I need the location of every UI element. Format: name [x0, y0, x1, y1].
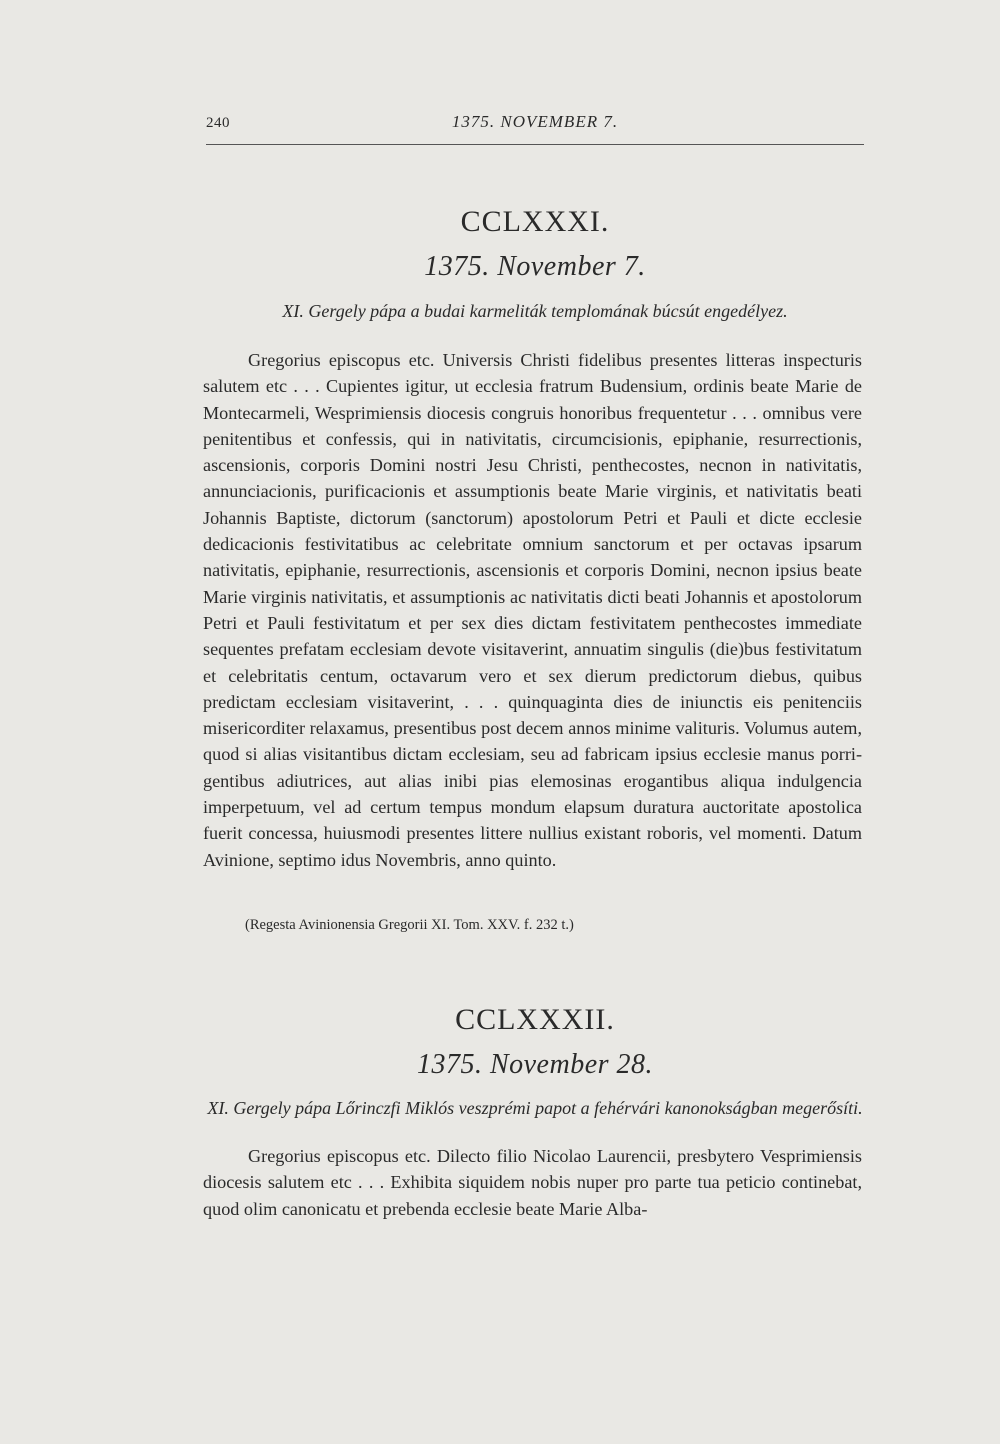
document-body: Gregorius episcopus etc. Dilecto filio Nicolao Laurencii, presbytero Vesprimiensis diocesis salutem etc . . . Exhibita siquidem nobis nuper pro parte tua peticio continebat, quod olim canonicatu et prebenda ecclesie beate Marie Alba-	[203, 1146, 862, 1219]
document-date: 1375. November 28.	[416, 1049, 654, 1080]
running-head	[206, 112, 864, 145]
document-number: CCLXXXII.	[455, 1003, 615, 1036]
page-number: 240	[206, 115, 230, 131]
document-summary: XI. Gergely pápa a budai karmeliták templomának búcsút engedélyez.	[282, 301, 788, 321]
document-number: CCLXXXI.	[460, 205, 610, 238]
document-date: 1375. November 7.	[424, 251, 646, 282]
running-head-title: 1375. NOVEMBER 7.	[451, 112, 619, 131]
document-body: Gregorius episcopus etc. Universis Christi fidelibus presentes litteras inspecturis salutem etc . . . Cupientes igitur, ut ecclesia fratrum Budensium, ordinis beate Marie de Montecarmeli, Wesprimiensis diocesis congruis honoribus frequentetur . . . omnibus vere penitentibus et confessis, qui in nativitatis, circumcisionis, epiphanie, resurrectionis, ascensionis, corporis Domini nostri Jesu Christi, penthecostes, necnon in nativitatis, annunciacionis, purificacionis et assumptionis beate Marie virginis, et nativitatis beati Johannis Baptiste, dictorum (sanctorum) apostolorum Petri et Pauli et dicte ecclesie dedicacionis festivitatibus ac celebritate omnium sanctorum et per octavas ipsarum nativitatis, epiphanie, resurrectionis, ascensionis et corporis Domini, necnon ipsius beate Marie virginis nativitatis, et assumptionis ac nativitatis dicti beati Johannis et apostolorum Petri et Pauli festivitatum et per sex dies dictam festivitatem penthecostes immediate sequentes prefatam ecclesiam devote visitaverint, annuatim singulis (die)bus festivitatum et celebritatis centum, octavarum vero et sex dierum predictorum diebus, quibus predictam ecclesiam visitaverint, . . . quinquaginta dies de iniunctis eis penitenciis misericorditer relaxamus, presentibus post decem annos minime valituris. Volumus autem, quod si alias visitantibus dictam ecclesiam, seu ad fabricam ipsius ecclesie manus porrigentibus adiutrices, aut alias inibi pias elemosinas erogantibus aliqua indulgencia imperpetuum, vel ad certum tempus mondum elapsum duratura auctoritate apostolica fuerit concessa, huiusmodi presentes littere nullius existant roboris, vel momenti. Datum Avinione, septimo idus Novembris, anno quinto.	[203, 350, 862, 870]
document-summary: XI. Gergely pápa Lőrinczfi Miklós veszprémi papot a fehérvári kanonokságban megerősíti.	[207, 1098, 863, 1118]
source-citation: (Regesta Avinionensia Gregorii XI. Tom. XXV. f. 232 t.)	[245, 917, 574, 933]
